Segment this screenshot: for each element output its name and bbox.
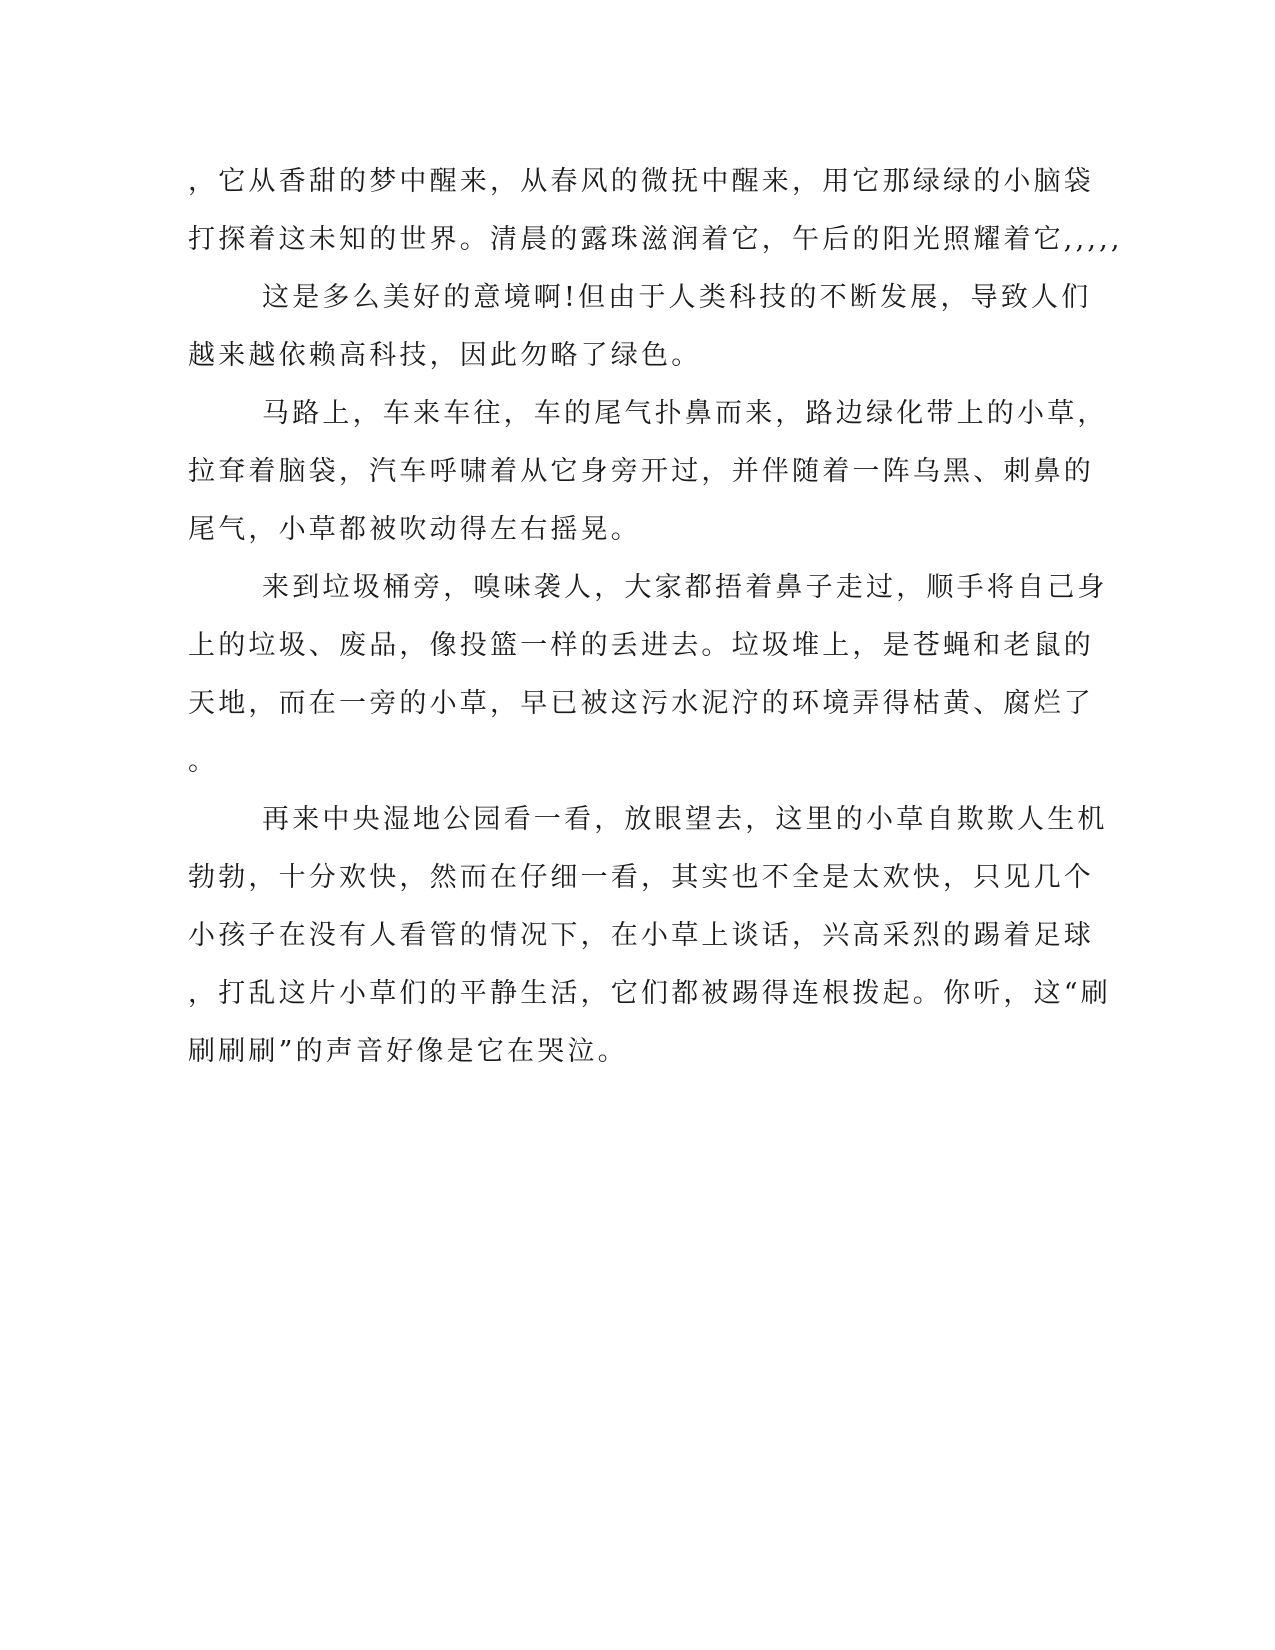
text-line-4: 越来越依赖高科技，因此勿略了绿色。	[188, 340, 702, 371]
text-line-1: ，它从香甜的梦中醒来，从春风的微抚中醒来，用它那绿绿的小脑袋	[188, 166, 1094, 197]
text-line-7: 尾气，小草都被吹动得左右摇晃。	[188, 514, 641, 545]
text-line-8: 来到垃圾桶旁，嗅味袭人，大家都捂着鼻子走过，顺手将自己身	[262, 572, 1108, 603]
text-line-14: 小孩子在没有人看管的情况下，在小草上谈话，兴高采烈的踢着足球	[188, 920, 1094, 951]
text-line-2: 打探着这未知的世界。清晨的露珠滋润着它，午后的阳光照耀着它,,,,,	[188, 224, 1123, 255]
text-line-13: 勃勃，十分欢快，然而在仔细一看，其实也不全是太欢快，只见几个	[188, 862, 1094, 893]
text-line-16: 刷刷刷”的声音好像是它在哭泣。	[188, 1036, 628, 1067]
text-line-5: 马路上，车来车往，车的尾气扑鼻而来，路边绿化带上的小草，	[262, 398, 1108, 429]
text-line-10: 天地，而在一旁的小草，早已被这污水泥泞的环境弄得枯黄、腐烂了	[188, 688, 1094, 719]
text-line-3: 这是多么美好的意境啊!但由于人类科技的不断发展，导致人们	[262, 282, 1092, 313]
text-line-12: 再来中央湿地公园看一看，放眼望去，这里的小草自欺欺人生机	[262, 804, 1108, 835]
text-line-9: 上的垃圾、废品，像投篮一样的丢进去。垃圾堆上，是苍蝇和老鼠的	[188, 630, 1094, 661]
text-line-11: 。	[188, 746, 219, 777]
text-line-15: ，打乱这片小草们的平静生活，它们都被踢得连根拨起。你听，这“刷	[188, 978, 1112, 1009]
text-line-6: 拉耷着脑袋，汽车呼啸着从它身旁开过，并伴随着一阵乌黑、刺鼻的	[188, 456, 1094, 487]
